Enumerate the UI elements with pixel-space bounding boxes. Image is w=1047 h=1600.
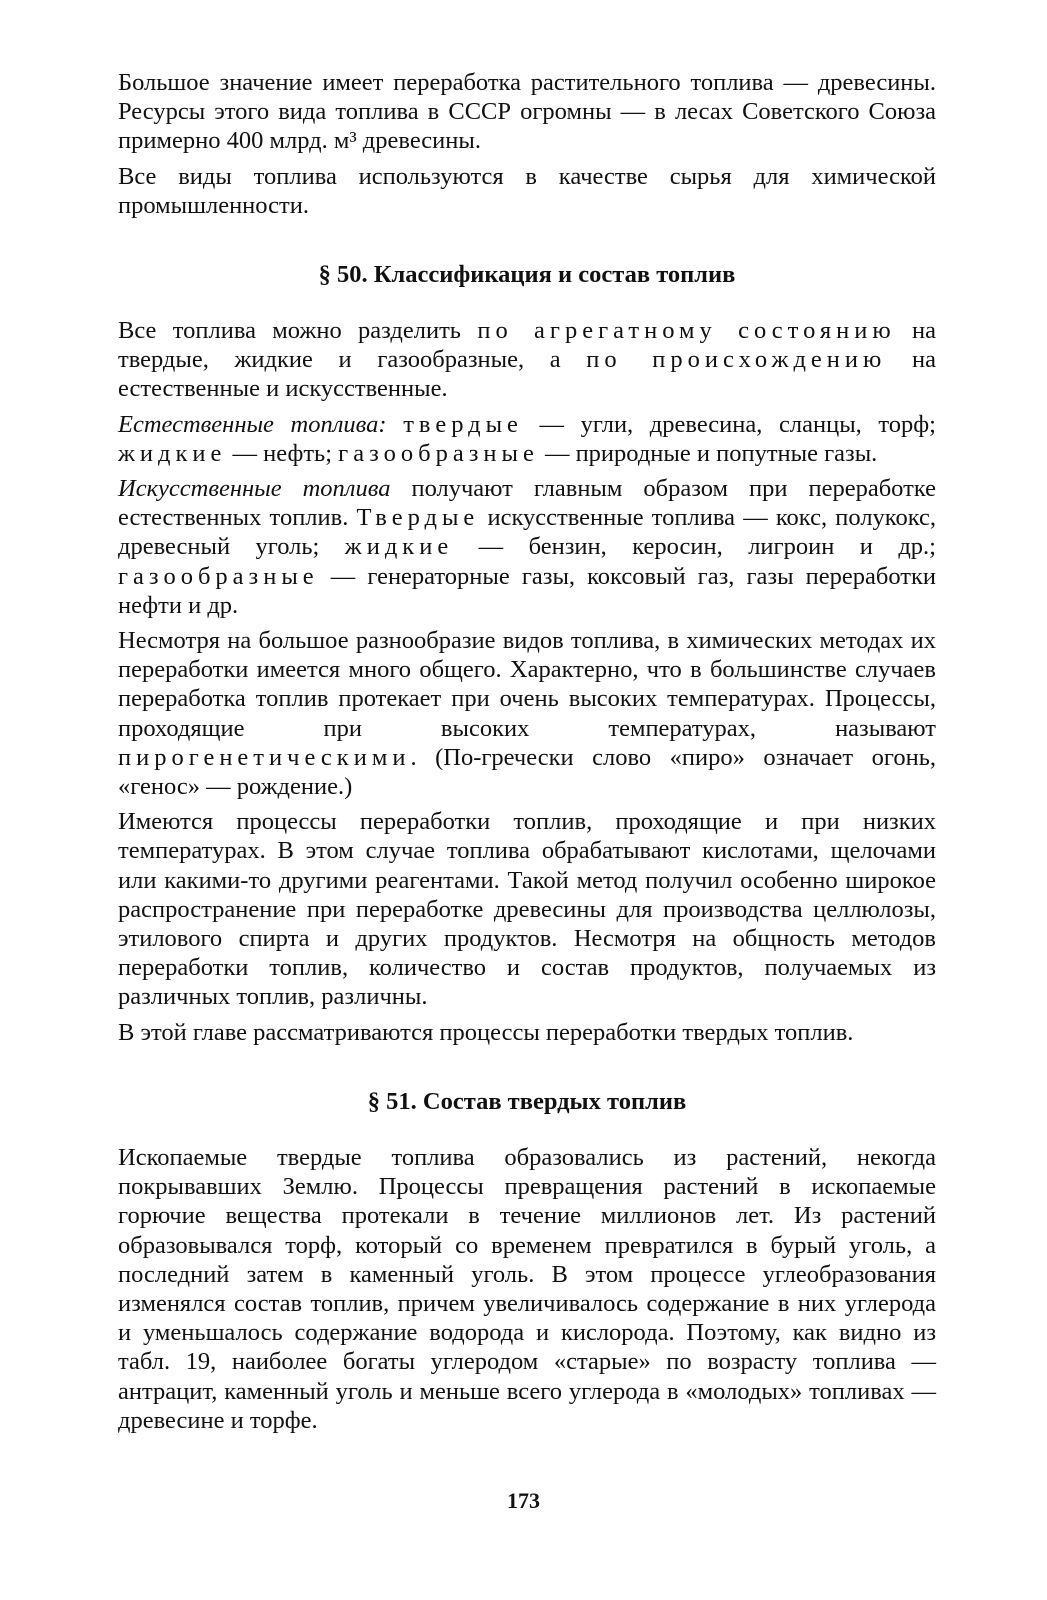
paragraph-artificial-fuels [118,474,936,620]
paragraph-classification [118,316,936,404]
text-run: получают главным образом при переработке естественных топлив. [118,475,936,532]
paragraph-solid-fuel-composition: Ископаемые твердые топлива образовались из растений, некогда покрывавших Землю. Процессы превращения растений в ископаемые горючие вещества протекали в течение миллионов лет. Из растений образовывался торф, который со временем превратился в бурый уголь, а последний затем в каменный уголь. В этом процессе углеобразования изменялся состав топлив, причем увеличивалось содержание в них углерода и уменьшалось содержание водорода и кислорода. Поэтому, как видно из табл. 19, наиболее богаты углеродом «старые» по возрасту топлива — антрацит, каменный уголь и меньше всего углерода в «молодых» топливах — древесине и торфе. [118,1143,936,1434]
paragraph-intro-wood: Большое значение имеет переработка растительного топлива — древесины. Ресурсы этого вида топлива в СССР огромны — в лесах Советского Союза примерно 400 млрд. м³ древесины. [118,69,936,155]
text-run: Несмотря на большое разнообразие видов топлива, в химических методах их переработки имеется много общего. Характерно, что в большинстве случаев переработка топлив протекает при очень высоких температурах. Процессы, проходящие при высоких температурах, называют [118,627,936,742]
spaced-term-gaseous: газообразные [338,439,539,467]
page-number: 173 [507,1488,540,1513]
text-run: на твердые, жидкие и газообразные, а [118,317,936,374]
paragraph-low-temperature: Имеются процессы переработки топлив, проходящие и при низких температурах. В этом случае топлива обрабатывают кислотами, щелочами или какими-то другими реагентами. Такой метод получил особенно широкое распространение при переработке древесины для производства целлюлозы, этилового спирта и других продуктов. Несмотря на общность методов переработки топлив, количество и состав продуктов, получаемых из различных топлив, различны. [118,808,936,1011]
text-run: — нефть; [226,439,339,467]
spaced-term-solid: Твердые [356,504,480,532]
text-run: Все топлива можно разделить [118,317,478,345]
text-run: — угли, древесина, сланцы, торф; [522,410,936,438]
paragraph-chapter-scope: В этой главе рассматриваются процессы переработки твердых топлив. [118,1018,854,1046]
italic-term-natural-fuels: Естественные топлива: [118,410,387,438]
spaced-term-solid: твердые [403,410,523,438]
spaced-term-gaseous: газообразные [118,562,319,590]
text-run: на естественные и искусственные. [118,346,936,403]
text-run: — генераторные газы, коксовый газ, газы переработки нефти и др. [118,562,936,619]
text-run [387,411,404,438]
text-run: . (По-гречески слово «пиро» означает огонь, «генос» — рождение.) [118,743,936,801]
section-heading-50: § 50. Классификация и состав топлив [318,261,736,289]
italic-term-artificial-fuels: Искусственные топлива [118,475,391,503]
paragraph-intro-raw-material: Все виды топлива используются в качестве сырья для химической промышленности. [118,162,936,219]
paragraph-pyrogenetic [118,626,936,801]
text-run: — бензин, керосин, лигроин и др.; [453,533,936,561]
spaced-term-aggregate-state: по агрегатному состоянию [477,317,896,345]
spaced-term-liquid: жидкие [344,533,454,561]
text-run: искусственные топлива — кокс, полукокс, древесный уголь; [118,504,936,561]
paragraph-natural-fuels [118,410,936,468]
page-body [118,68,936,1441]
spaced-term-origin: по происхождению [586,346,887,374]
section-heading-51: § 51. Состав твердых топлив [367,1087,687,1115]
spaced-term-pyrogenetic: пирогенетическими [118,743,411,771]
spaced-term-liquid: жидкие [118,439,227,467]
text-run: — природные и попутные газы. [538,439,878,467]
